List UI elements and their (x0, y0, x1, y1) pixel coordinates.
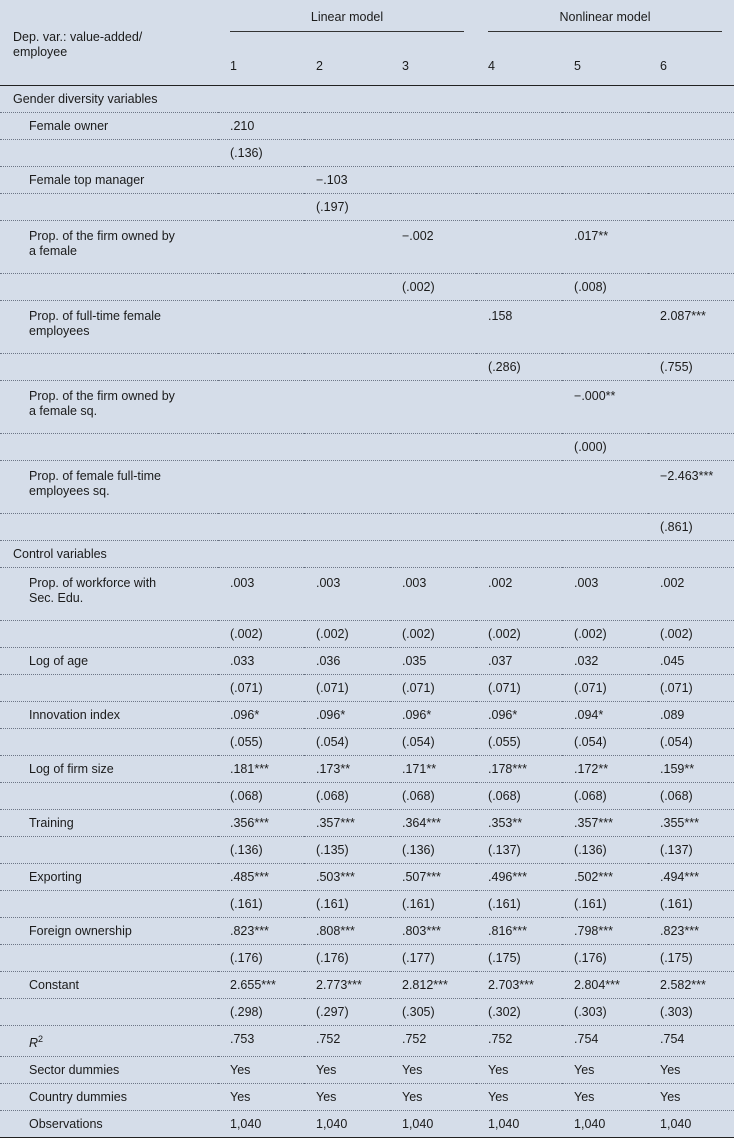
standard-error-cell (304, 140, 390, 167)
coefficient-cell: −.002 (390, 221, 476, 274)
nonlinear-model-rule (488, 31, 722, 32)
coefficient-cell: .798*** (562, 918, 648, 945)
coefficient-cell (390, 301, 476, 354)
standard-error-cell: (.071) (562, 675, 648, 702)
standard-error-cell: (.136) (562, 837, 648, 864)
standard-error-cell: (.135) (304, 837, 390, 864)
standard-error-cell: (.054) (390, 729, 476, 756)
row-label-line2: a female (29, 244, 77, 258)
coefficient-cell: 2.812*** (390, 972, 476, 999)
coefficient-cell: .502*** (562, 864, 648, 891)
r-squared-exponent: 2 (38, 1034, 44, 1044)
coefficient-cell: .355*** (648, 810, 734, 837)
coefficient-cell: .357*** (562, 810, 648, 837)
coefficient-cell: .171** (390, 756, 476, 783)
coefficient-cell (218, 221, 304, 274)
nonlinear-model-label: Nonlinear model (559, 10, 651, 24)
standard-error-cell: (.176) (218, 945, 304, 972)
standard-error-cell: (.068) (648, 783, 734, 810)
dep-var-line1: Dep. var.: value-added/ (13, 30, 143, 44)
coefficient-cell (476, 381, 562, 434)
standard-error-cell: (.137) (648, 837, 734, 864)
coefficient-cell: 2.773*** (304, 972, 390, 999)
coefficient-cell (562, 301, 648, 354)
standard-error-cell: (.137) (476, 837, 562, 864)
coefficient-cell: .485*** (218, 864, 304, 891)
empty-label (0, 434, 218, 461)
standard-error-cell (218, 514, 304, 541)
coefficient-row (0, 167, 734, 194)
column-number: 3 (390, 47, 476, 86)
standard-error-row (0, 891, 734, 918)
column-number: 4 (476, 47, 562, 86)
coefficient-cell (304, 113, 390, 140)
row-label: Female owner (0, 113, 218, 140)
row-label (0, 461, 218, 514)
stat-cell: 1,040 (304, 1111, 390, 1138)
coefficient-cell: 2.804*** (562, 972, 648, 999)
row-label-line2: employees sq. (29, 484, 110, 498)
stat-cell: Yes (304, 1084, 390, 1111)
coefficient-row (0, 113, 734, 140)
standard-error-cell: (.297) (304, 999, 390, 1026)
empty-label (0, 194, 218, 221)
coefficient-cell: .096* (218, 702, 304, 729)
coefficient-cell: .357*** (304, 810, 390, 837)
coefficient-cell: .033 (218, 648, 304, 675)
column-number: 6 (648, 47, 734, 86)
standard-error-cell: (.161) (218, 891, 304, 918)
standard-error-row (0, 945, 734, 972)
coefficient-cell (562, 113, 648, 140)
standard-error-cell: (.002) (648, 621, 734, 648)
standard-error-cell: (.861) (648, 514, 734, 541)
coefficient-cell: .356*** (218, 810, 304, 837)
standard-error-cell: (.002) (390, 274, 476, 301)
coefficient-cell: .032 (562, 648, 648, 675)
standard-error-cell: (.161) (390, 891, 476, 918)
standard-error-cell: (.303) (648, 999, 734, 1026)
standard-error-cell: (.071) (390, 675, 476, 702)
stat-row (0, 1026, 734, 1057)
header-group-row (0, 0, 734, 47)
coefficient-cell (218, 301, 304, 354)
stat-cell: 1,040 (218, 1111, 304, 1138)
coefficient-cell (390, 381, 476, 434)
stat-cell: .752 (476, 1026, 562, 1057)
stat-cell: Yes (390, 1084, 476, 1111)
coefficient-cell: .002 (648, 568, 734, 621)
coefficient-cell: −2.463*** (648, 461, 734, 514)
standard-error-cell (218, 354, 304, 381)
stat-cell: Yes (476, 1057, 562, 1084)
coefficient-cell (648, 113, 734, 140)
standard-error-cell: (.136) (218, 140, 304, 167)
nonlinear-model-group (476, 0, 734, 47)
row-label-line2: Sec. Edu. (29, 591, 84, 605)
standard-error-row (0, 729, 734, 756)
coefficient-cell: .496*** (476, 864, 562, 891)
standard-error-cell: (.175) (648, 945, 734, 972)
standard-error-row (0, 621, 734, 648)
row-label: Foreign ownership (0, 918, 218, 945)
coefficient-cell (390, 167, 476, 194)
row-label-line1: Prop. of workforce with (29, 576, 157, 590)
coefficient-cell (218, 167, 304, 194)
coefficient-cell: .096* (304, 702, 390, 729)
coefficient-cell (476, 113, 562, 140)
standard-error-cell: (.000) (562, 434, 648, 461)
stat-cell: .752 (390, 1026, 476, 1057)
empty-label (0, 675, 218, 702)
standard-error-row (0, 837, 734, 864)
coefficient-cell (562, 461, 648, 514)
standard-error-cell: (.755) (648, 354, 734, 381)
coefficient-cell: .210 (218, 113, 304, 140)
coefficient-cell: 2.582*** (648, 972, 734, 999)
standard-error-cell: (.136) (218, 837, 304, 864)
standard-error-cell (304, 274, 390, 301)
standard-error-cell: (.175) (476, 945, 562, 972)
section-gender-diversity (0, 86, 734, 113)
row-label-line1: Prop. of female full-time (29, 469, 161, 483)
standard-error-row (0, 999, 734, 1026)
standard-error-cell: (.054) (304, 729, 390, 756)
standard-error-cell: (.002) (562, 621, 648, 648)
section-control-variables (0, 541, 734, 568)
standard-error-cell: (.068) (562, 783, 648, 810)
standard-error-cell: (.136) (390, 837, 476, 864)
coefficient-cell: .823*** (648, 918, 734, 945)
coefficient-cell (648, 221, 734, 274)
coefficient-row (0, 648, 734, 675)
row-label-line1: Prop. of full-time female (29, 309, 161, 323)
coefficient-cell: .045 (648, 648, 734, 675)
coefficient-cell: .003 (390, 568, 476, 621)
stat-cell: 1,040 (562, 1111, 648, 1138)
standard-error-cell: (.298) (218, 999, 304, 1026)
coefficient-cell: .096* (390, 702, 476, 729)
stat-cell: 1,040 (648, 1111, 734, 1138)
section-title: Control variables (0, 541, 734, 568)
standard-error-cell (562, 354, 648, 381)
standard-error-cell: (.176) (562, 945, 648, 972)
standard-error-cell (562, 194, 648, 221)
coefficient-row (0, 381, 734, 434)
coefficient-cell (476, 221, 562, 274)
empty-label (0, 945, 218, 972)
stat-label: Country dummies (0, 1084, 218, 1111)
standard-error-cell: (.002) (390, 621, 476, 648)
coefficient-cell: .172** (562, 756, 648, 783)
coefficient-cell: .181*** (218, 756, 304, 783)
standard-error-cell: (.305) (390, 999, 476, 1026)
standard-error-row (0, 140, 734, 167)
row-label-line2: employees (29, 324, 90, 338)
coefficient-cell: 2.087*** (648, 301, 734, 354)
standard-error-cell: (.302) (476, 999, 562, 1026)
coefficient-cell: .158 (476, 301, 562, 354)
standard-error-cell (390, 194, 476, 221)
dependent-variable-label (0, 0, 218, 86)
coefficient-cell: .003 (304, 568, 390, 621)
standard-error-cell: (.197) (304, 194, 390, 221)
standard-error-cell: (.071) (304, 675, 390, 702)
coefficient-cell: .017** (562, 221, 648, 274)
standard-error-cell (390, 434, 476, 461)
column-number: 2 (304, 47, 390, 86)
standard-error-cell (304, 434, 390, 461)
stat-cell: 1,040 (390, 1111, 476, 1138)
stat-cell: Yes (218, 1084, 304, 1111)
coefficient-cell: 2.655*** (218, 972, 304, 999)
row-label: Exporting (0, 864, 218, 891)
standard-error-cell: (.055) (218, 729, 304, 756)
coefficient-cell: −.000** (562, 381, 648, 434)
coefficient-cell (304, 221, 390, 274)
coefficient-cell: .002 (476, 568, 562, 621)
standard-error-row (0, 434, 734, 461)
standard-error-cell (648, 274, 734, 301)
standard-error-cell: (.071) (218, 675, 304, 702)
coefficient-row (0, 972, 734, 999)
standard-error-cell: (.177) (390, 945, 476, 972)
standard-error-cell: (.055) (476, 729, 562, 756)
standard-error-row (0, 783, 734, 810)
coefficient-cell: .003 (218, 568, 304, 621)
standard-error-cell: (.071) (476, 675, 562, 702)
row-label (0, 221, 218, 274)
standard-error-cell: (.002) (304, 621, 390, 648)
stat-cell: Yes (562, 1057, 648, 1084)
section-title: Gender diversity variables (0, 86, 734, 113)
stat-label: Observations (0, 1111, 218, 1138)
standard-error-cell: (.054) (562, 729, 648, 756)
standard-error-cell: (.161) (648, 891, 734, 918)
column-number: 5 (562, 47, 648, 86)
standard-error-cell: (.071) (648, 675, 734, 702)
coefficient-cell: .096* (476, 702, 562, 729)
coefficient-cell: .503*** (304, 864, 390, 891)
coefficient-cell: .353** (476, 810, 562, 837)
stat-cell: .754 (562, 1026, 648, 1057)
standard-error-cell: (.161) (562, 891, 648, 918)
coefficient-cell: .507*** (390, 864, 476, 891)
empty-label (0, 354, 218, 381)
row-label: Training (0, 810, 218, 837)
coefficient-cell: .159** (648, 756, 734, 783)
column-number: 1 (218, 47, 304, 86)
empty-label (0, 140, 218, 167)
standard-error-row (0, 274, 734, 301)
empty-label (0, 514, 218, 541)
coefficient-cell (304, 461, 390, 514)
empty-label (0, 783, 218, 810)
dep-var-line2: employee (13, 45, 68, 59)
standard-error-cell (476, 514, 562, 541)
row-label: Log of age (0, 648, 218, 675)
coefficient-row (0, 756, 734, 783)
coefficient-cell: .003 (562, 568, 648, 621)
coefficient-cell (648, 381, 734, 434)
coefficient-cell (476, 167, 562, 194)
coefficient-cell: .035 (390, 648, 476, 675)
coefficient-row (0, 301, 734, 354)
linear-model-group (218, 0, 476, 47)
coefficient-cell (390, 461, 476, 514)
coefficient-cell: .178*** (476, 756, 562, 783)
stat-label (0, 1026, 218, 1057)
row-label: Innovation index (0, 702, 218, 729)
standard-error-cell: (.161) (476, 891, 562, 918)
coefficient-cell: .823*** (218, 918, 304, 945)
row-label (0, 381, 218, 434)
stat-cell: Yes (648, 1084, 734, 1111)
standard-error-cell (304, 514, 390, 541)
empty-label (0, 837, 218, 864)
standard-error-row (0, 354, 734, 381)
coefficient-row (0, 918, 734, 945)
coefficient-cell: 2.703*** (476, 972, 562, 999)
stat-cell: .753 (218, 1026, 304, 1057)
standard-error-cell (476, 274, 562, 301)
coefficient-row (0, 864, 734, 891)
coefficient-cell: .089 (648, 702, 734, 729)
standard-error-cell (218, 194, 304, 221)
standard-error-cell (648, 140, 734, 167)
linear-model-rule (230, 31, 464, 32)
standard-error-cell (476, 434, 562, 461)
standard-error-cell (390, 140, 476, 167)
empty-label (0, 999, 218, 1026)
standard-error-cell: (.068) (304, 783, 390, 810)
coefficient-row (0, 810, 734, 837)
coefficient-row (0, 461, 734, 514)
standard-error-cell: (.176) (304, 945, 390, 972)
standard-error-cell: (.068) (390, 783, 476, 810)
coefficient-cell: .036 (304, 648, 390, 675)
row-label-line2: a female sq. (29, 404, 98, 418)
standard-error-cell (648, 434, 734, 461)
stat-row (0, 1084, 734, 1111)
coefficient-row (0, 702, 734, 729)
standard-error-cell (476, 140, 562, 167)
linear-model-label: Linear model (310, 10, 384, 24)
coefficient-cell: .803*** (390, 918, 476, 945)
coefficient-cell: .173** (304, 756, 390, 783)
coefficient-cell (648, 167, 734, 194)
coefficient-cell (304, 381, 390, 434)
coefficient-row (0, 221, 734, 274)
coefficient-cell (304, 301, 390, 354)
stat-cell: Yes (390, 1057, 476, 1084)
standard-error-cell: (.002) (218, 621, 304, 648)
empty-label (0, 621, 218, 648)
row-label: Female top manager (0, 167, 218, 194)
empty-label (0, 891, 218, 918)
standard-error-cell (304, 354, 390, 381)
coefficient-cell (218, 381, 304, 434)
standard-error-cell (562, 514, 648, 541)
standard-error-cell: (.068) (476, 783, 562, 810)
row-label (0, 301, 218, 354)
row-label: Log of firm size (0, 756, 218, 783)
coefficient-cell (390, 113, 476, 140)
row-label (0, 568, 218, 621)
coefficient-cell (218, 461, 304, 514)
coefficient-cell: .364*** (390, 810, 476, 837)
standard-error-cell (390, 354, 476, 381)
standard-error-row (0, 514, 734, 541)
r-squared-symbol: R (29, 1036, 39, 1051)
standard-error-cell: (.286) (476, 354, 562, 381)
standard-error-cell (562, 140, 648, 167)
table-body (0, 86, 734, 1138)
coefficient-cell: .808*** (304, 918, 390, 945)
standard-error-cell: (.054) (648, 729, 734, 756)
standard-error-cell (390, 514, 476, 541)
coefficient-cell: .037 (476, 648, 562, 675)
standard-error-cell (476, 194, 562, 221)
stat-label: Sector dummies (0, 1057, 218, 1084)
empty-label (0, 274, 218, 301)
standard-error-cell (648, 194, 734, 221)
coefficient-cell: .816*** (476, 918, 562, 945)
empty-label (0, 729, 218, 756)
standard-error-cell (218, 274, 304, 301)
coefficient-cell: .094* (562, 702, 648, 729)
coefficient-cell (476, 461, 562, 514)
row-label-line1: Prop. of the firm owned by (29, 229, 175, 243)
stat-cell: Yes (218, 1057, 304, 1084)
stat-cell: 1,040 (476, 1111, 562, 1138)
stat-cell: .754 (648, 1026, 734, 1057)
stat-cell: .752 (304, 1026, 390, 1057)
row-label: Constant (0, 972, 218, 999)
standard-error-cell: (.161) (304, 891, 390, 918)
table-header (0, 0, 734, 86)
coefficient-row (0, 568, 734, 621)
stat-cell: Yes (648, 1057, 734, 1084)
standard-error-row (0, 675, 734, 702)
standard-error-cell: (.002) (476, 621, 562, 648)
stat-row (0, 1057, 734, 1084)
stat-cell: Yes (304, 1057, 390, 1084)
stat-row (0, 1111, 734, 1138)
stat-cell: Yes (476, 1084, 562, 1111)
standard-error-cell: (.303) (562, 999, 648, 1026)
standard-error-row (0, 194, 734, 221)
standard-error-cell: (.068) (218, 783, 304, 810)
coefficient-cell: .494*** (648, 864, 734, 891)
coefficient-cell: −.103 (304, 167, 390, 194)
stat-cell: Yes (562, 1084, 648, 1111)
standard-error-cell (218, 434, 304, 461)
coefficient-cell (562, 167, 648, 194)
row-label-line1: Prop. of the firm owned by (29, 389, 175, 403)
standard-error-cell: (.008) (562, 274, 648, 301)
